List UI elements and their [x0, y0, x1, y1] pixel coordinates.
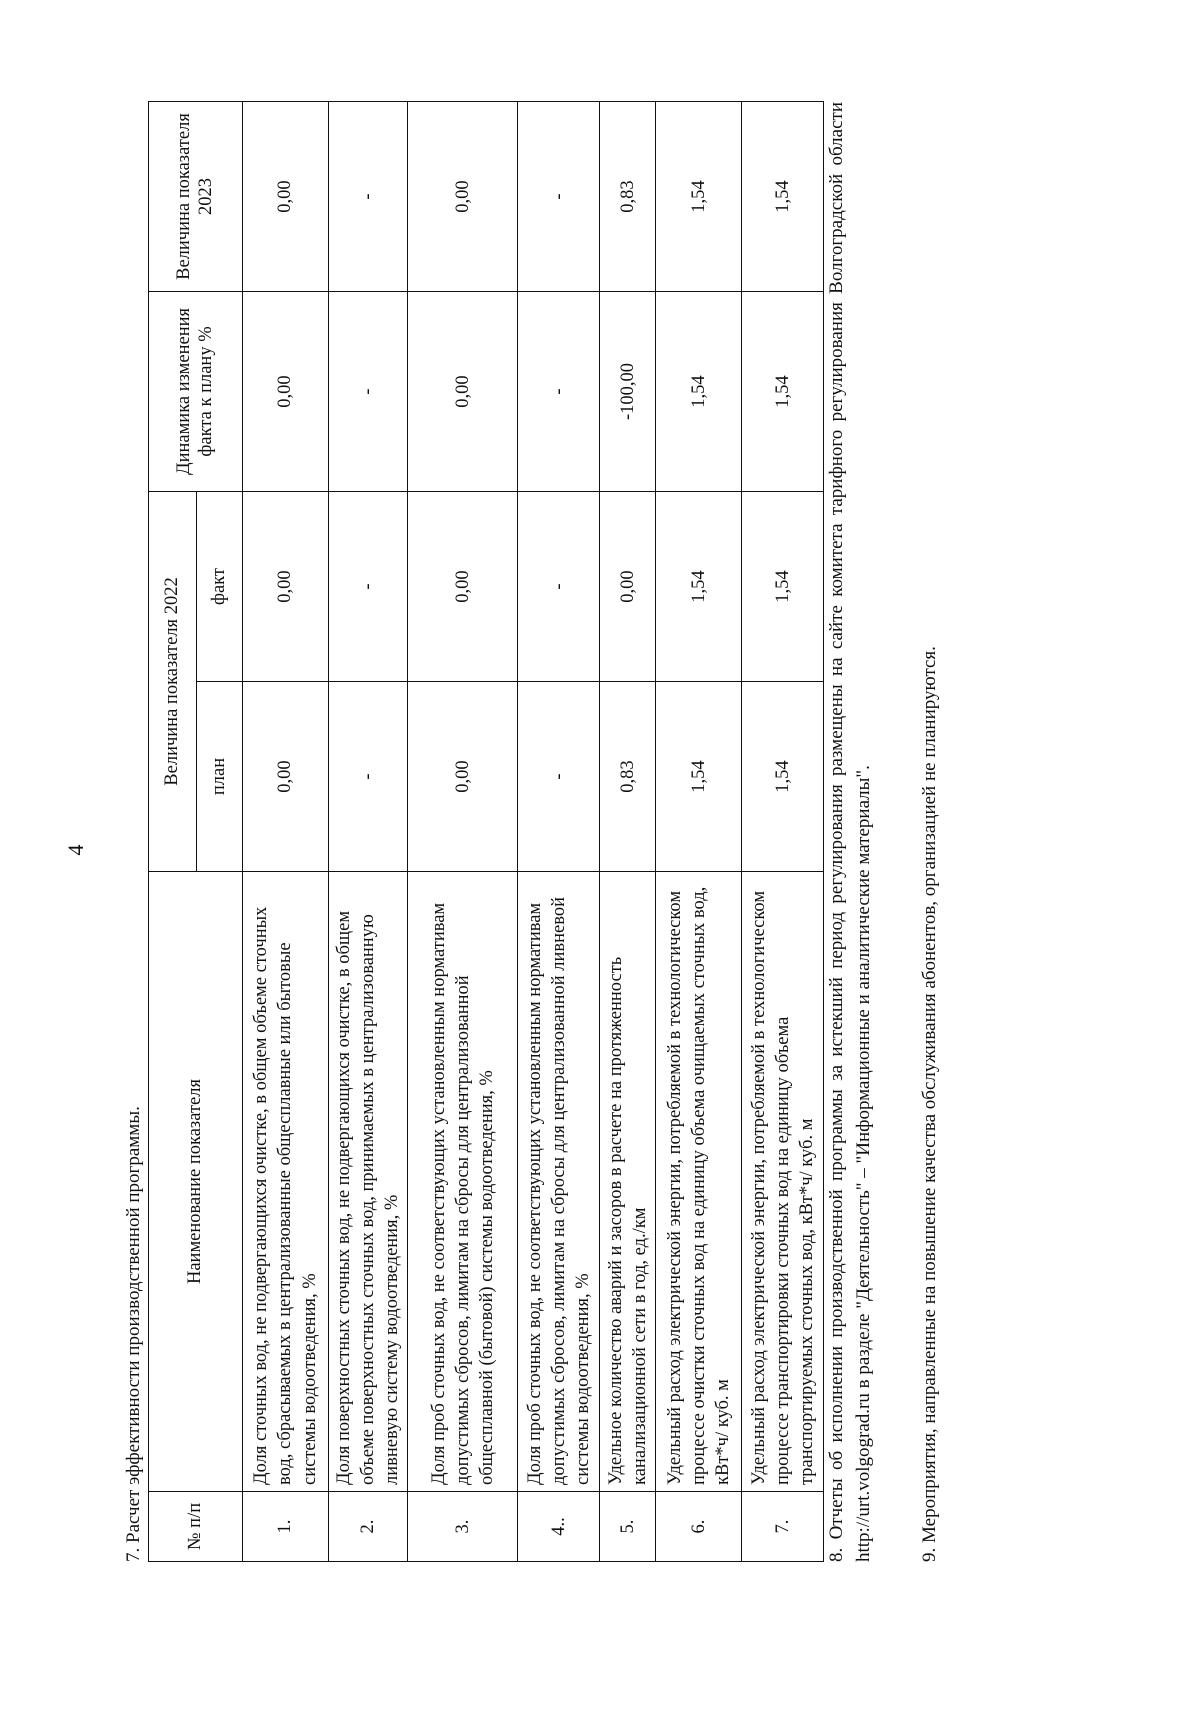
indicator-name: Удельное количество аварий и засоров в расчете на протяженность канализационной сети в год, ед./км	[600, 872, 656, 1492]
fact-value: -	[329, 492, 408, 682]
fact-value: -	[518, 492, 600, 682]
fact-value: 1,54	[742, 492, 824, 682]
table-row	[656, 102, 742, 1562]
row-number: 6.	[656, 1492, 742, 1562]
header-value-2022: Величина показателя 2022	[149, 492, 197, 872]
value-2023: -	[329, 102, 408, 292]
row-number: 3.	[408, 1492, 518, 1562]
dynamics-value: 1,54	[742, 292, 824, 492]
dynamics-value: -	[329, 292, 408, 492]
header-fact: факт	[197, 492, 243, 682]
row-number: 7.	[742, 1492, 824, 1562]
table-row	[329, 102, 408, 1562]
paragraph-8: 8. Отчеты об исполнении производственной программы за истекший период регулирования размещены на сайте комитета тарифного регулирования Волгоградской области http://urt.volgograd.ru в разделе "Деятельность" – "Информационные и аналитические материалы".	[826, 102, 874, 1562]
section-title: 7. Расчет эффективности производственной программы.	[123, 1106, 144, 1562]
plan-value: 0,00	[243, 682, 329, 872]
dynamics-value: 0,00	[408, 292, 518, 492]
indicator-name: Доля проб сточных вод, не соответствующих установленным нормативам допустимых сбросов, лимитам на сбросы для централизованной ливневой системы водоотведения, %	[518, 872, 600, 1492]
paragraph-9: 9. Мероприятия, направленные на повышение качества обслуживания абонентов, организацией не планируются.	[919, 646, 940, 1562]
row-number: 2.	[329, 1492, 408, 1562]
header-name: Наименование показателя	[149, 872, 243, 1492]
header-num: № п/п	[149, 1492, 243, 1562]
plan-value: -	[329, 682, 408, 872]
header-value-2023: Величина показателя 2023	[149, 102, 243, 292]
value-2023: -	[518, 102, 600, 292]
table-row	[600, 102, 656, 1562]
row-number: 1.	[243, 1492, 329, 1562]
table-row	[408, 102, 518, 1562]
value-2023: 1,54	[656, 102, 742, 292]
table-row	[243, 102, 329, 1562]
dynamics-value: -100,00	[600, 292, 656, 492]
table-row	[518, 102, 600, 1562]
row-number: 4..	[518, 1492, 600, 1562]
plan-value: -	[518, 682, 600, 872]
indicator-name: Доля сточных вод, не подвергающихся очистке, в общем объеме сточных вод, сбрасываемых в централизованные общесплавные или бытовые системы водоотведения, %	[243, 872, 329, 1492]
plan-value: 1,54	[656, 682, 742, 872]
dynamics-value: 1,54	[656, 292, 742, 492]
value-2023: 0,00	[408, 102, 518, 292]
dynamics-value: 0,00	[243, 292, 329, 492]
fact-value: 1,54	[656, 492, 742, 682]
header-dynamics: Динамика изменения факта к плану %	[149, 292, 243, 492]
value-2023: 0,83	[600, 102, 656, 292]
indicator-name: Доля проб сточных вод, не соответствующих установленным нормативам допустимых сбросов, лимитам на сбросы для централизованной общесплавной (бытовой) системы водоотведения, %	[408, 872, 518, 1492]
plan-value: 1,54	[742, 682, 824, 872]
value-2023: 1,54	[742, 102, 824, 292]
table-row	[742, 102, 824, 1562]
plan-value: 0,83	[600, 682, 656, 872]
fact-value: 0,00	[408, 492, 518, 682]
row-number: 5.	[600, 1492, 656, 1562]
fact-value: 0,00	[600, 492, 656, 682]
document-content	[122, 102, 962, 1562]
header-plan: план	[197, 682, 243, 872]
indicator-name: Удельный расход электрической энергии, потребляемой в технологическом процессе транспортировки сточных вод на единицу объема транспортируемых сточных вод, кВт*ч/ куб. м	[742, 872, 824, 1492]
header-row	[149, 102, 197, 1562]
indicator-name: Удельный расход электрической энергии, потребляемой в технологическом процессе очистки сточных вод на единицу объема очищаемых сточных вод, кВт*ч/ куб. м	[656, 872, 742, 1492]
fact-value: 0,00	[243, 492, 329, 682]
value-2023: 0,00	[243, 102, 329, 292]
indicators-table	[148, 101, 824, 1562]
plan-value: 0,00	[408, 682, 518, 872]
page-number: 4	[63, 844, 88, 856]
indicator-name: Доля поверхностных сточных вод, не подвергающихся очистке, в общем объеме поверхностных сточных вод, принимаемых в централизованную ливневую систему водоотведения, %	[329, 872, 408, 1492]
dynamics-value: -	[518, 292, 600, 492]
